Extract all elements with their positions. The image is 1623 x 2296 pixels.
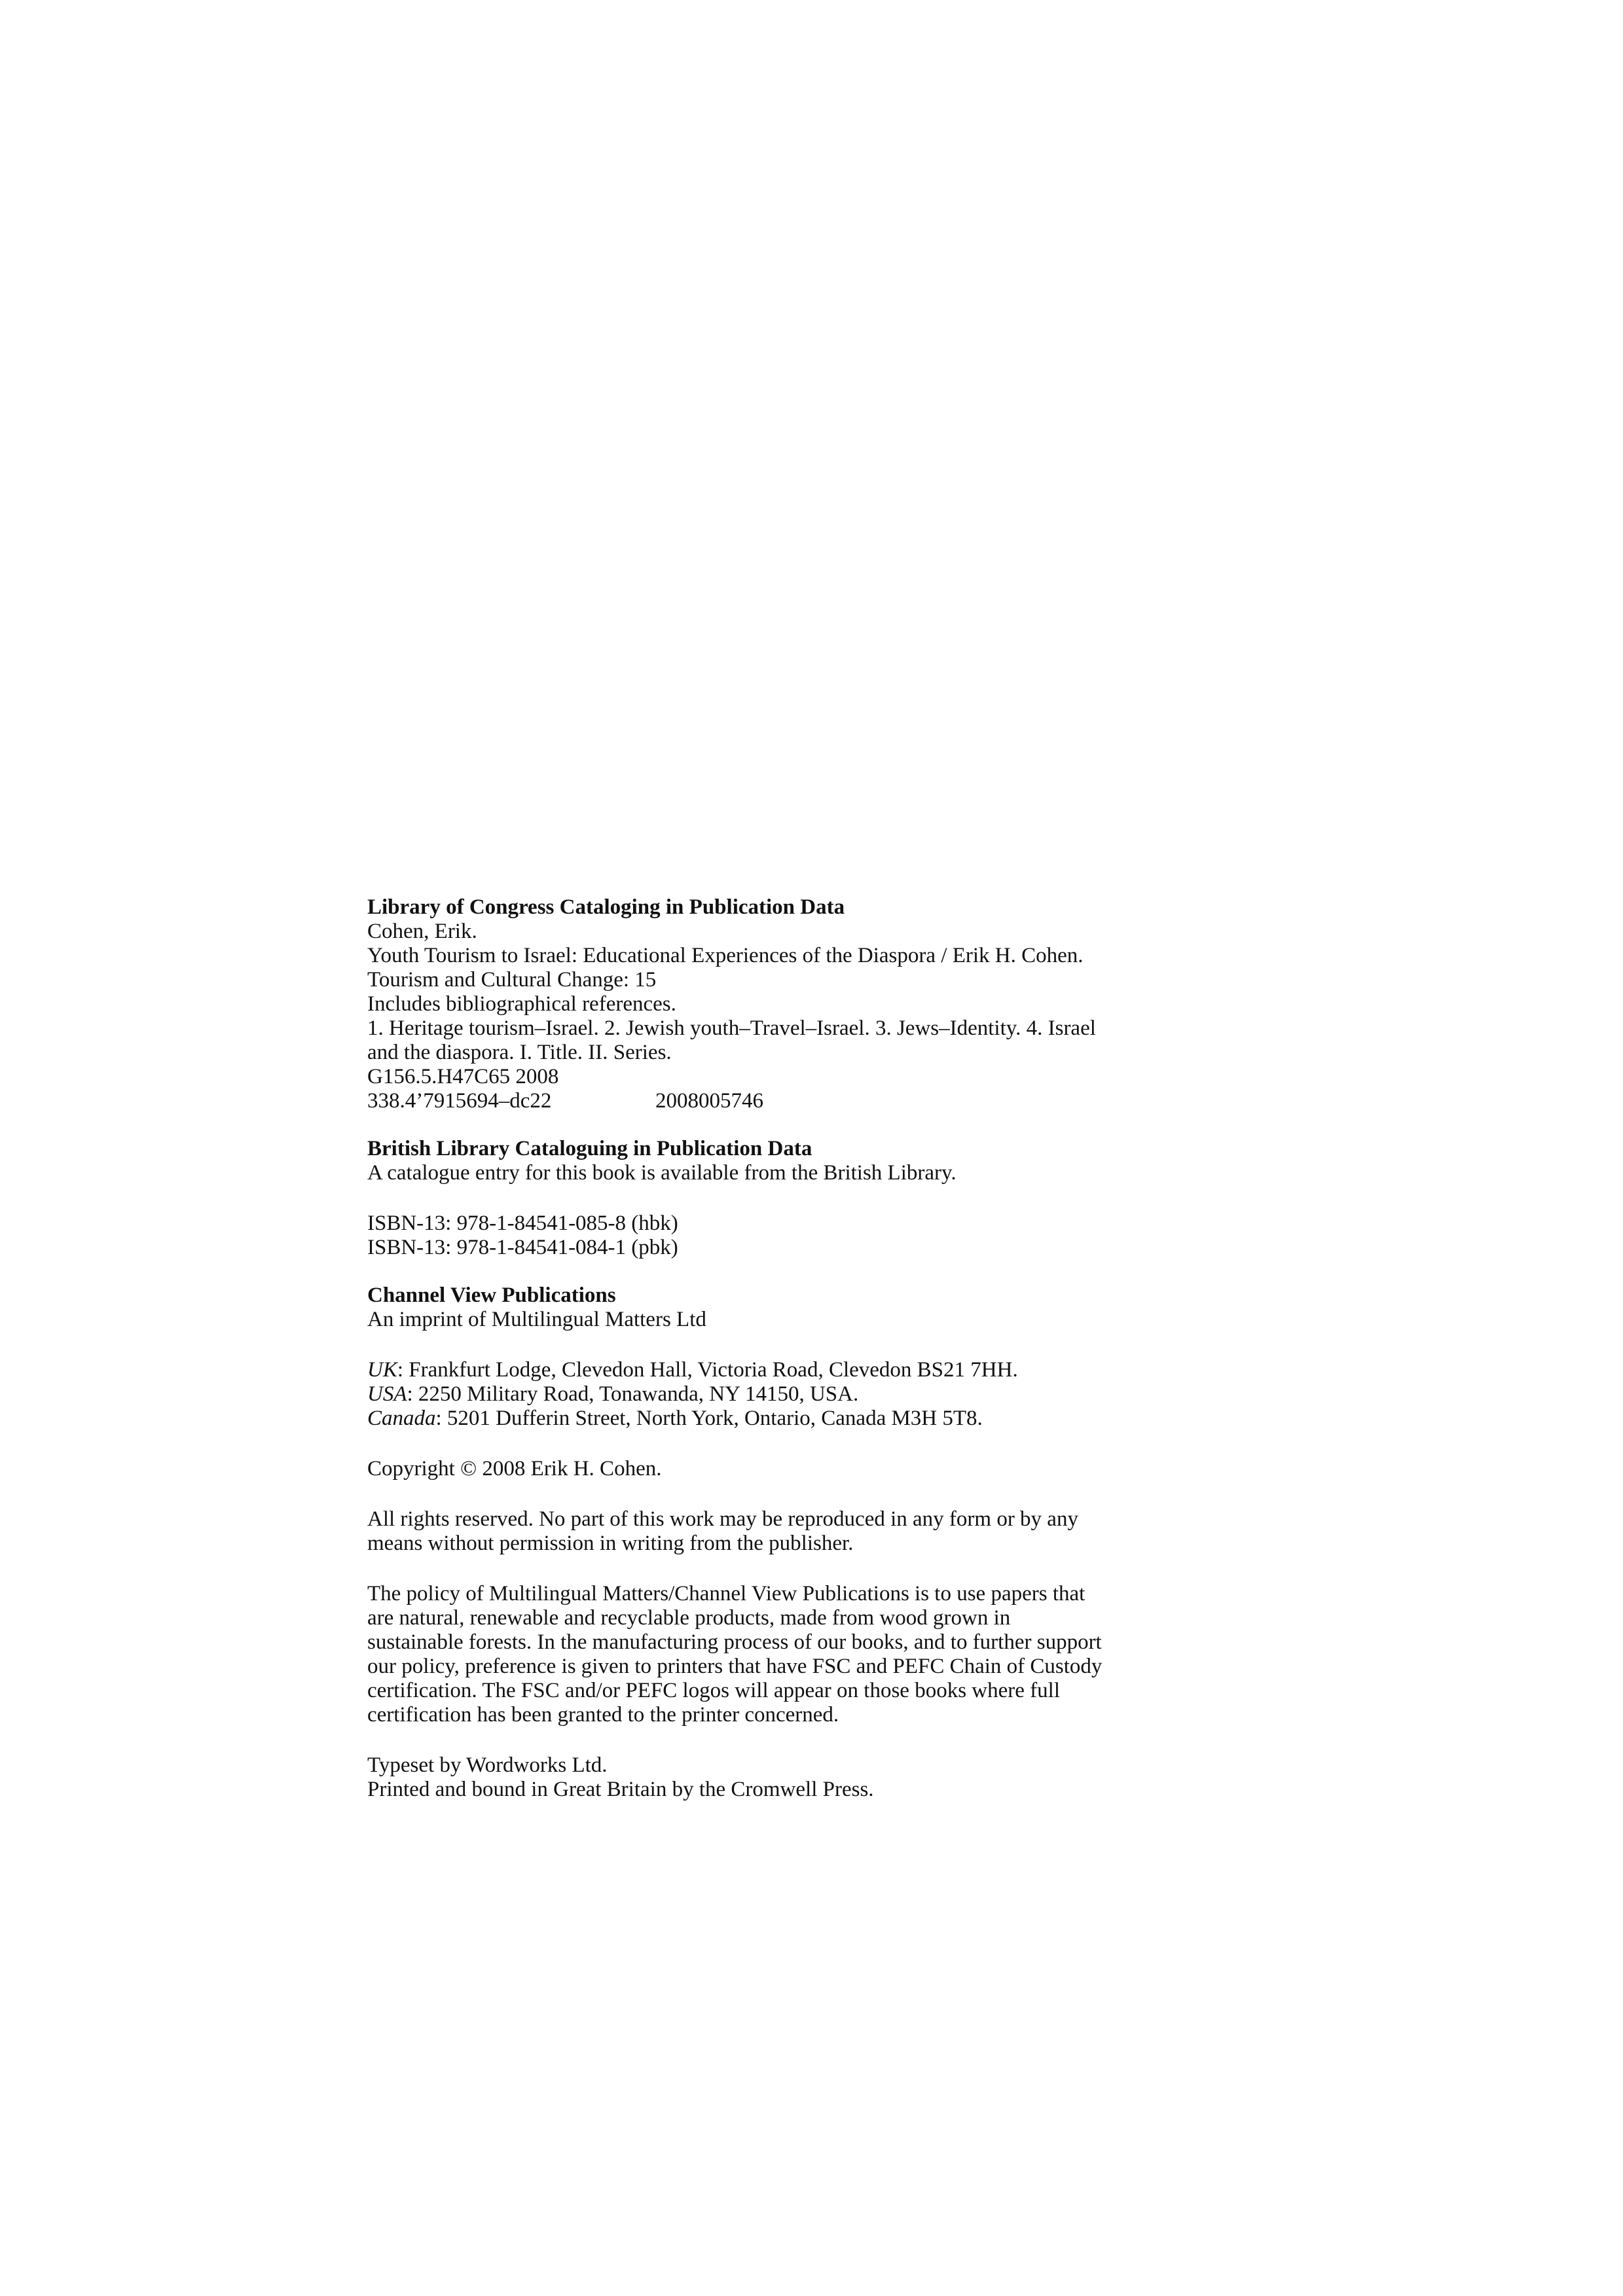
address-usa [367,1382,1271,1407]
policy-line: are natural, renewable and recyclable products, made from wood grown in [367,1606,1011,1630]
publisher-name: Channel View Publications [367,1283,616,1307]
typeset-credit: Typeset by Wordworks Ltd. [367,1753,608,1777]
loc-author: Cohen, Erik. [367,920,477,943]
loc-title: Youth Tourism to Israel: Educational Experiences of the Diaspora / Erik H. Cohen. [367,944,1084,967]
address-canada [367,1407,1271,1431]
address-uk-text: : Frankfurt Lodge, Clevedon Hall, Victoria Road, Clevedon BS21 7HH. [397,1358,1018,1382]
loc-dewey: 338.4’7915694–dc22 [367,1089,552,1113]
isbn-section [367,1211,1271,1260]
address-usa-text: : 2250 Military Road, Tonawanda, NY 14150, USA. [407,1382,859,1406]
policy-line: The policy of Multilingual Matters/Channel View Publications is to use papers that [367,1582,1085,1605]
bl-cip-section [367,1137,1271,1185]
printer-credit: Printed and bound in Great Britain by the Cromwell Press. [367,1778,874,1801]
loc-includes: Includes bibliographical references. [367,992,676,1016]
loc-series: Tourism and Cultural Change: 15 [367,968,657,992]
loc-heading: Library of Congress Cataloging in Publication Data [367,895,845,919]
bl-heading: British Library Cataloguing in Publication Data [367,1137,812,1160]
addresses-section [367,1358,1271,1431]
paper-policy-section [367,1582,1271,1727]
rights-section [367,1507,1271,1556]
policy-line: certification. The FSC and/or PEFC logos will appear on those books where full [367,1679,1060,1702]
address-uk [367,1358,1271,1382]
address-usa-label: USA [367,1382,407,1406]
address-canada-label: Canada [367,1407,436,1430]
policy-line: our policy, preference is given to printers that have FSC and PEFC Chain of Custody [367,1655,1103,1678]
production-section [367,1753,1271,1802]
loc-lccn: 2008005746 [655,1089,763,1113]
rights-line: means without permission in writing from the publisher. [367,1532,854,1555]
loc-subjects-line: and the diaspora. I. Title. II. Series. [367,1041,672,1064]
publisher-section [367,1283,1271,1332]
publisher-imprint: An imprint of Multilingual Matters Ltd [367,1308,706,1331]
address-canada-text: : 5201 Dufferin Street, North York, Ontario, Canada M3H 5T8. [435,1407,983,1430]
policy-line: certification has been granted to the printer concerned. [367,1703,839,1727]
rights-line: All rights reserved. No part of this work may be reproduced in any form or by any [367,1507,1078,1531]
loc-classification-row [367,1089,1271,1113]
policy-line: sustainable forests. In the manufacturing process of our books, and to further support [367,1630,1102,1654]
bl-text: A catalogue entry for this book is available from the British Library. [367,1161,957,1185]
loc-subjects-line: 1. Heritage tourism–Israel. 2. Jewish youth–Travel–Israel. 3. Jews–Identity. 4. Israel [367,1016,1096,1040]
loc-cip-section [367,895,1271,1113]
imprint-block [367,895,1271,1802]
address-uk-label: UK [367,1358,397,1382]
isbn-pbk: ISBN-13: 978-1-84541-084-1 (pbk) [367,1236,678,1259]
loc-call-number: G156.5.H47C65 2008 [367,1065,559,1088]
copyright-line: Copyright © 2008 Erik H. Cohen. [367,1457,662,1480]
isbn-hbk: ISBN-13: 978-1-84541-085-8 (hbk) [367,1211,678,1235]
